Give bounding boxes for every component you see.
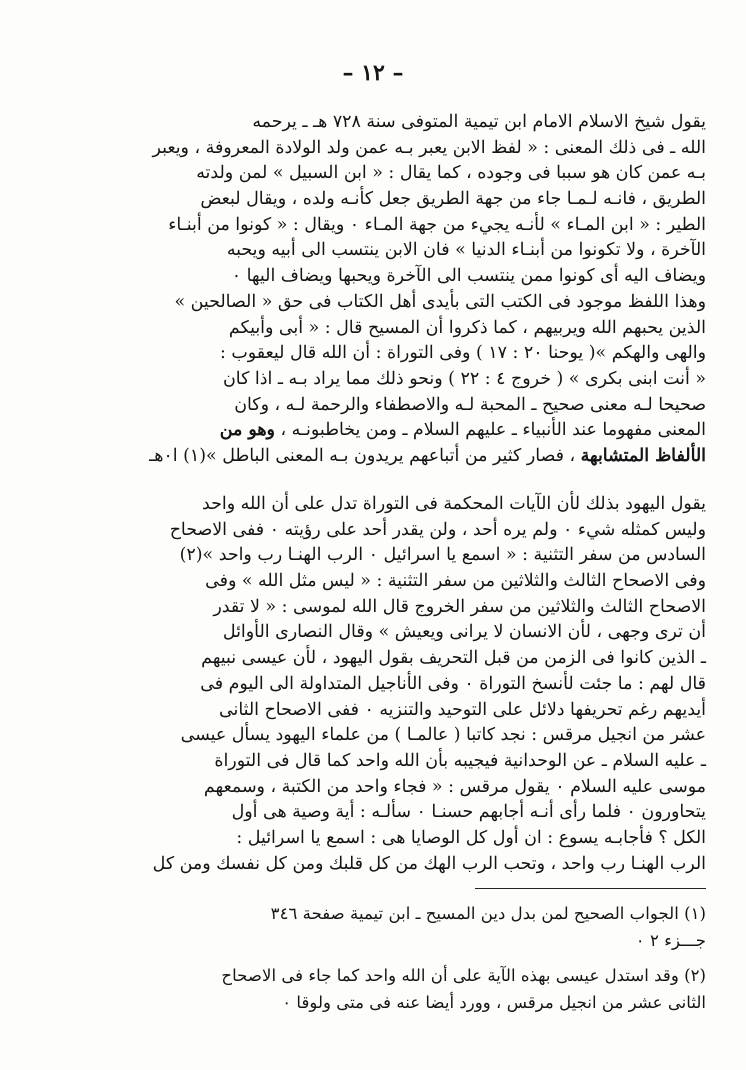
footnote-line: جـــزء ٢ ٠ (635, 931, 706, 950)
paragraph-line: قال لهم : ما جئت لأنسخ التوراة ٠ وفى الأناجيل المتداولة الى اليوم فى (200, 673, 706, 694)
footnote-line: (٢) وقد استدل عيسى بهذه الآية على أن الله واحد كما جاء فى الاصحاح (221, 966, 706, 985)
paragraph-1 (100, 110, 706, 470)
paragraph-line-text: المعنى مفهوما عند الأنبياء ـ عليهم السلام ـ ومن يخاطبونـه ، (280, 420, 706, 441)
paragraph-line (100, 444, 706, 470)
paragraph-line: ـ عليه السلام ـ عن الوحدانية فيجيبه بأن الله واحد كما قال فى التوراة (214, 750, 706, 771)
footnote-line: (١) الجواب الصحيح لمن بدل دين المسيح ـ ابن تيمية صفحة ٣٤٦ (270, 904, 706, 923)
paragraph-line: ـ الذين كانوا فى الزمن من قبل التحريف بقول اليهود ، لأن عيسى نبيهم (201, 648, 706, 669)
paragraph-line: الرب الهنـا رب واحد ، وتحب الرب الهك من كل قلبك ومن كل نفسك ومن كل (152, 853, 706, 874)
paragraph-line: أن ترى وجهى ، لأن الانسان لا يرانى ويعيش » وقال النصارى الأوائل (222, 622, 706, 643)
paragraph-line: وهذا اللفظ موجود فى الكتب التى بأيدى أهل الكتاب فى حق « الصالحين » (174, 291, 706, 312)
footnote-1 (100, 900, 706, 954)
paragraph-line: وفى الاصحاح الثالث والثلاثين من سفر التثنية : « ليس مثل الله » وفى (205, 571, 706, 592)
paragraph-line: الآخرة ، ولا تكونوا من أبنـاء الدنيا » فان الابن ينتسب الى أبيه ويحبه (226, 240, 706, 261)
footnote-2 (100, 962, 706, 1016)
paragraph-line: يقول شيخ الاسلام الامام ابن تيمية المتوفى سنة ٧٢٨ هـ ـ يرحمه (252, 112, 706, 132)
paragraph-line: عشر من انجيل مرقس : نجد كاتبا ( عالمـا ) من علماء اليهود يسأل عيسى (180, 725, 706, 746)
paragraph-line: الاصحاح الثالث والثلاثين من سفر الخروج قال الله لموسى : « لا تقدر (213, 596, 706, 617)
paragraph-2 (100, 492, 706, 877)
paragraph-line: يتحاورون ٠ فلما رأى أنـه أجابهم حسنـا ٠ سألـه : أية وصية هى أول (231, 802, 706, 823)
paragraph-line-text: ، فصار كثير من أتباعهم يريدون بـه المعنى الباطل »(١) ا٠هـ (149, 445, 576, 466)
paragraph-line: « أنت ابنى بكرى » ( خروج ٤ : ٢٢ ) ونحو ذلك مما يراد بـه ـ اذا كان (223, 368, 706, 389)
paragraph-line: بـه عمن كان هو سببا فى وجوده ، كما يقال : « ابن السبيل » لمن ولدته (196, 163, 706, 184)
paragraph-line: ويضاف اليه أى كونوا ممن ينتسب الى الآخرة ويحبها ويضاف اليها ٠ (231, 266, 706, 287)
paragraph-line: يقول اليهود بذلك لأن الآيات المحكمة فى التوراة تدل على أن الله واحد (201, 494, 706, 514)
paragraph-line: أيديهم رغم تحريفها دلائل على التوحيد والتنزيه ٠ ففى الاصحاح الثانى (219, 699, 706, 720)
page-number: – ١٢ – (342, 60, 404, 86)
bold-phrase: وهو من (219, 420, 275, 441)
paragraph-line: الطير : « ابن المـاء » لأنـه يجيء من جهة المـاء ٠ ويقال : « كونوا من أبنـاء (168, 214, 706, 235)
bold-phrase: الألفاظ المتشابهة (580, 445, 706, 466)
paragraph-line: الله ـ فى ذلك المعنى : « لفظ الابن يعبر بـه عمن ولد الولادة المعروفة ، ويعبر (152, 137, 706, 158)
footnote-line: الثانى عشر من انجيل مرقس ، وورد أيضا عنه فى متى ولوقا ٠ (282, 993, 706, 1012)
paragraph-line: والهى والهكم »( يوحنا ٢٠ : ١٧ ) وفى التوراة : أن الله قال ليعقوب : (219, 343, 706, 364)
paragraph-line (100, 418, 706, 444)
footnote-separator (475, 888, 706, 889)
paragraph-line: الطريق ، فانـه لـمـا جاء من جهة الطريق جعل كأنـه ولده ، ويقال لبعض (200, 189, 706, 210)
paragraph-line: وليس كمثله شيء ٠ ولم يره أحد ، ولن يقدر أحد على رؤيته ٠ ففى الاصحاح (169, 519, 706, 540)
paragraph-line: السادس من سفر التثنية : « اسمع يا اسرائيل ٠ الرب الهنـا رب واحد »(٢) (179, 545, 706, 566)
paragraph-line: الذين يحبهم الله ويربيهم ، كما ذكروا أن المسيح قال : « أبى وأبيكم (228, 317, 706, 338)
paragraph-line: موسى عليه السلام ٠ يقول مرقس : « فجاء واحد من الكتبة ، وسمعهم (203, 776, 706, 797)
paragraph-line: صحيحا لـه معنى صحيح ـ المحبة لـه والاصطفاء والرحمة لـه ، وكان (234, 394, 706, 415)
paragraph-line: الكل ؟ فأجابـه يسوع : ان أول كل الوصايا هى : اسمع يا اسرائيل : (236, 827, 706, 848)
